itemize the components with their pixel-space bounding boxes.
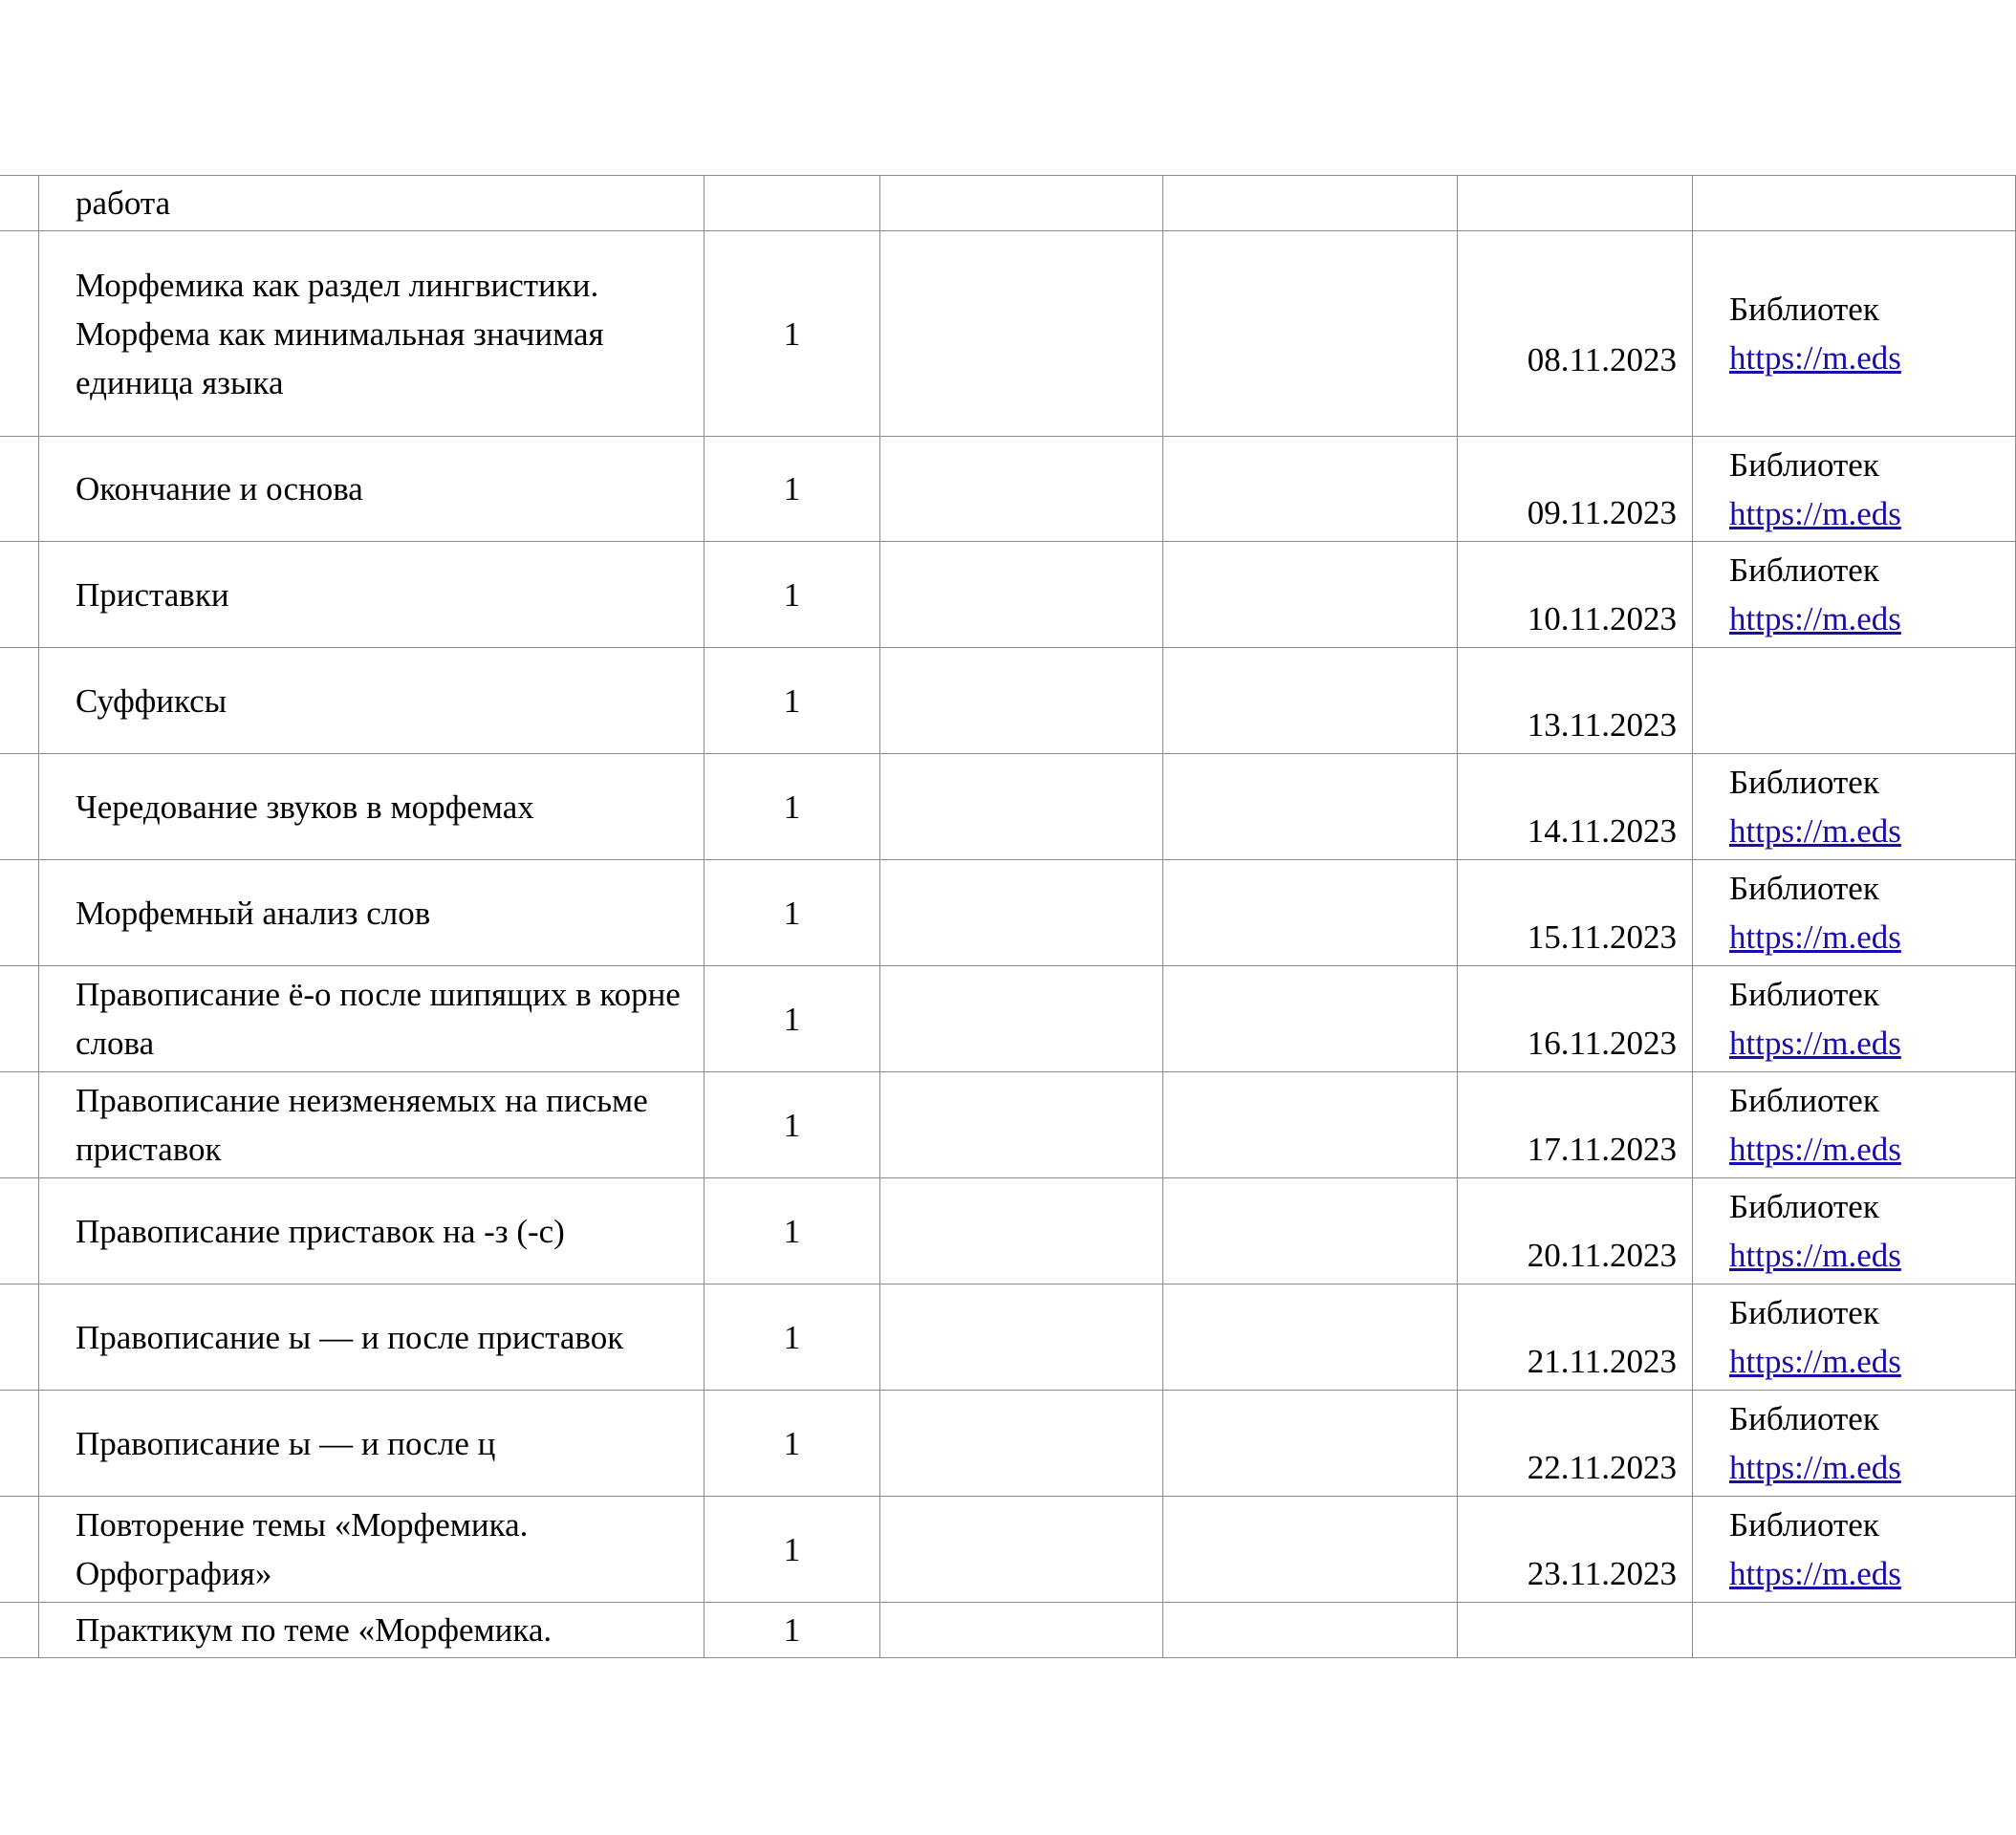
control-works-cell (880, 1178, 1163, 1284)
hours-cell: 1 (705, 542, 880, 648)
hours-cell (705, 176, 880, 231)
resource-title: Библиотек (1729, 1506, 1879, 1544)
resource-link[interactable]: https://m.eds (1729, 600, 1901, 637)
resource-cell (1693, 1497, 2016, 1603)
practical-works-cell (1163, 754, 1458, 860)
date-cell (1458, 1603, 1693, 1658)
topic-cell (39, 754, 705, 860)
lesson-number-cell (0, 542, 39, 648)
control-works-cell (880, 437, 1163, 542)
table-row (0, 1178, 2016, 1284)
lesson-plan-table (0, 175, 2016, 1658)
topic-cell (39, 648, 705, 754)
topic-text: Повторение темы «Морфемика. Орфография» (76, 1506, 529, 1592)
date-cell: 16.11.2023 (1458, 966, 1693, 1072)
date-cell: 15.11.2023 (1458, 860, 1693, 966)
resource-link[interactable]: https://m.eds (1729, 1343, 1901, 1380)
table-row (0, 1391, 2016, 1497)
date-cell (1458, 176, 1693, 231)
practical-works-cell (1163, 966, 1458, 1072)
topic-cell (39, 1497, 705, 1603)
lesson-number-cell (0, 648, 39, 754)
topic-text: Правописание ы — и после ц (76, 1424, 496, 1462)
resource-link[interactable]: https://m.eds (1729, 494, 1901, 532)
topic-cell (39, 437, 705, 542)
lesson-number-cell (0, 1391, 39, 1497)
table-row (0, 1603, 2016, 1658)
resource-title: Библиотек (1729, 445, 1879, 484)
resource-link[interactable]: https://m.eds (1729, 1131, 1901, 1168)
control-works-cell (880, 542, 1163, 648)
hours-cell: 1 (705, 754, 880, 860)
topic-cell (39, 1284, 705, 1391)
date-cell: 17.11.2023 (1458, 1072, 1693, 1178)
table-row (0, 1072, 2016, 1178)
lesson-number-cell (0, 754, 39, 860)
resource-title: Библиотек (1729, 551, 1879, 589)
lesson-number-cell (0, 1497, 39, 1603)
practical-works-cell (1163, 437, 1458, 542)
resource-title: Библиотек (1729, 1082, 1879, 1119)
hours-cell: 1 (705, 1391, 880, 1497)
topic-text: Морфемный анализ слов (76, 894, 431, 932)
lesson-number-cell (0, 437, 39, 542)
resource-cell (1693, 1284, 2016, 1391)
resource-cell (1693, 1603, 2016, 1658)
topic-text: Правописание приставок на -з (-с) (76, 1212, 565, 1250)
control-works-cell (880, 860, 1163, 966)
practical-works-cell (1163, 1603, 1458, 1658)
topic-cell (39, 966, 705, 1072)
resource-cell (1693, 860, 2016, 966)
control-works-cell (880, 966, 1163, 1072)
resource-title: Библиотек (1729, 764, 1879, 801)
resource-link[interactable]: https://m.eds (1729, 1449, 1901, 1486)
table-row (0, 754, 2016, 860)
resource-title: Библиотек (1729, 1294, 1879, 1331)
topic-text: Правописание ё-о после шипящих в корне слова (76, 976, 681, 1062)
resource-title: Библиотек (1729, 976, 1879, 1013)
hours-cell: 1 (705, 1072, 880, 1178)
topic-cell (39, 542, 705, 648)
resource-cell (1693, 1391, 2016, 1497)
topic-cell (39, 860, 705, 966)
table-row (0, 1497, 2016, 1603)
table-row (0, 437, 2016, 542)
lesson-number-cell (0, 966, 39, 1072)
lesson-number-cell (0, 1178, 39, 1284)
topic-cell (39, 176, 705, 231)
lesson-number-cell (0, 1072, 39, 1178)
topic-cell (39, 1603, 705, 1658)
resource-cell (1693, 176, 2016, 231)
lesson-number-cell (0, 1603, 39, 1658)
practical-works-cell (1163, 1178, 1458, 1284)
resource-cell (1693, 231, 2016, 437)
topic-text: Окончание и основа (76, 470, 363, 507)
resource-title: Библиотек (1729, 291, 1879, 328)
topic-text: Морфемика как раздел лингвистики. Морфема как минимальная значимая единица языка (76, 266, 604, 401)
hours-cell: 1 (705, 231, 880, 437)
date-cell: 13.11.2023 (1458, 648, 1693, 754)
date-cell: 23.11.2023 (1458, 1497, 1693, 1603)
topic-text: Чередование звуков в морфемах (76, 788, 534, 826)
date-cell: 09.11.2023 (1458, 437, 1693, 542)
resource-cell (1693, 966, 2016, 1072)
resource-link[interactable]: https://m.eds (1729, 1237, 1901, 1274)
table-row (0, 860, 2016, 966)
resource-title: Библиотек (1729, 1400, 1879, 1437)
hours-cell: 1 (705, 1497, 880, 1603)
hours-cell: 1 (705, 1603, 880, 1658)
lesson-plan-body (0, 176, 2016, 1658)
practical-works-cell (1163, 1072, 1458, 1178)
practical-works-cell (1163, 231, 1458, 437)
date-cell: 10.11.2023 (1458, 542, 1693, 648)
table-row (0, 231, 2016, 437)
hours-cell: 1 (705, 437, 880, 542)
hours-cell: 1 (705, 648, 880, 754)
date-cell: 20.11.2023 (1458, 1178, 1693, 1284)
topic-text: Практикум по теме «Морфемика. (76, 1611, 553, 1649)
lesson-number-cell (0, 860, 39, 966)
resource-link[interactable]: https://m.eds (1729, 812, 1901, 850)
topic-cell (39, 1391, 705, 1497)
practical-works-cell (1163, 648, 1458, 754)
table-row (0, 176, 2016, 231)
control-works-cell (880, 1497, 1163, 1603)
table-row (0, 1284, 2016, 1391)
date-cell: 08.11.2023 (1458, 231, 1693, 437)
topic-text: Суффиксы (76, 681, 228, 720)
topic-text: Правописание ы — и после приставок (76, 1318, 624, 1356)
resource-cell (1693, 542, 2016, 648)
resource-cell (1693, 1178, 2016, 1284)
hours-cell: 1 (705, 1284, 880, 1391)
resource-cell (1693, 437, 2016, 542)
topic-cell (39, 1178, 705, 1284)
resource-link[interactable]: https://m.eds (1729, 1025, 1901, 1062)
lesson-number-cell (0, 231, 39, 437)
date-cell: 21.11.2023 (1458, 1284, 1693, 1391)
resource-title: Библиотек (1729, 1188, 1879, 1225)
practical-works-cell (1163, 542, 1458, 648)
topic-cell (39, 231, 705, 437)
control-works-cell (880, 1603, 1163, 1658)
practical-works-cell (1163, 1391, 1458, 1497)
control-works-cell (880, 754, 1163, 860)
resource-title: Библиотек (1729, 870, 1879, 907)
practical-works-cell (1163, 860, 1458, 966)
topic-text: работа (76, 184, 171, 222)
control-works-cell (880, 1284, 1163, 1391)
control-works-cell (880, 648, 1163, 754)
resource-link[interactable]: https://m.eds (1729, 339, 1901, 377)
date-cell: 22.11.2023 (1458, 1391, 1693, 1497)
practical-works-cell (1163, 176, 1458, 231)
practical-works-cell (1163, 1284, 1458, 1391)
lesson-number-cell (0, 1284, 39, 1391)
resource-cell (1693, 1072, 2016, 1178)
hours-cell: 1 (705, 1178, 880, 1284)
control-works-cell (880, 1072, 1163, 1178)
control-works-cell (880, 176, 1163, 231)
table-row (0, 648, 2016, 754)
table-row (0, 542, 2016, 648)
resource-link[interactable]: https://m.eds (1729, 918, 1901, 956)
topic-cell (39, 1072, 705, 1178)
resource-cell (1693, 648, 2016, 754)
hours-cell: 1 (705, 966, 880, 1072)
topic-text: Приставки (76, 575, 229, 614)
resource-cell (1693, 754, 2016, 860)
control-works-cell (880, 1391, 1163, 1497)
table-row (0, 966, 2016, 1072)
hours-cell: 1 (705, 860, 880, 966)
date-cell: 14.11.2023 (1458, 754, 1693, 860)
lesson-number-cell (0, 176, 39, 231)
topic-text: Правописание неизменяемых на письме приставок (76, 1082, 648, 1168)
resource-link[interactable]: https://m.eds (1729, 1555, 1901, 1592)
practical-works-cell (1163, 1497, 1458, 1603)
control-works-cell (880, 231, 1163, 437)
